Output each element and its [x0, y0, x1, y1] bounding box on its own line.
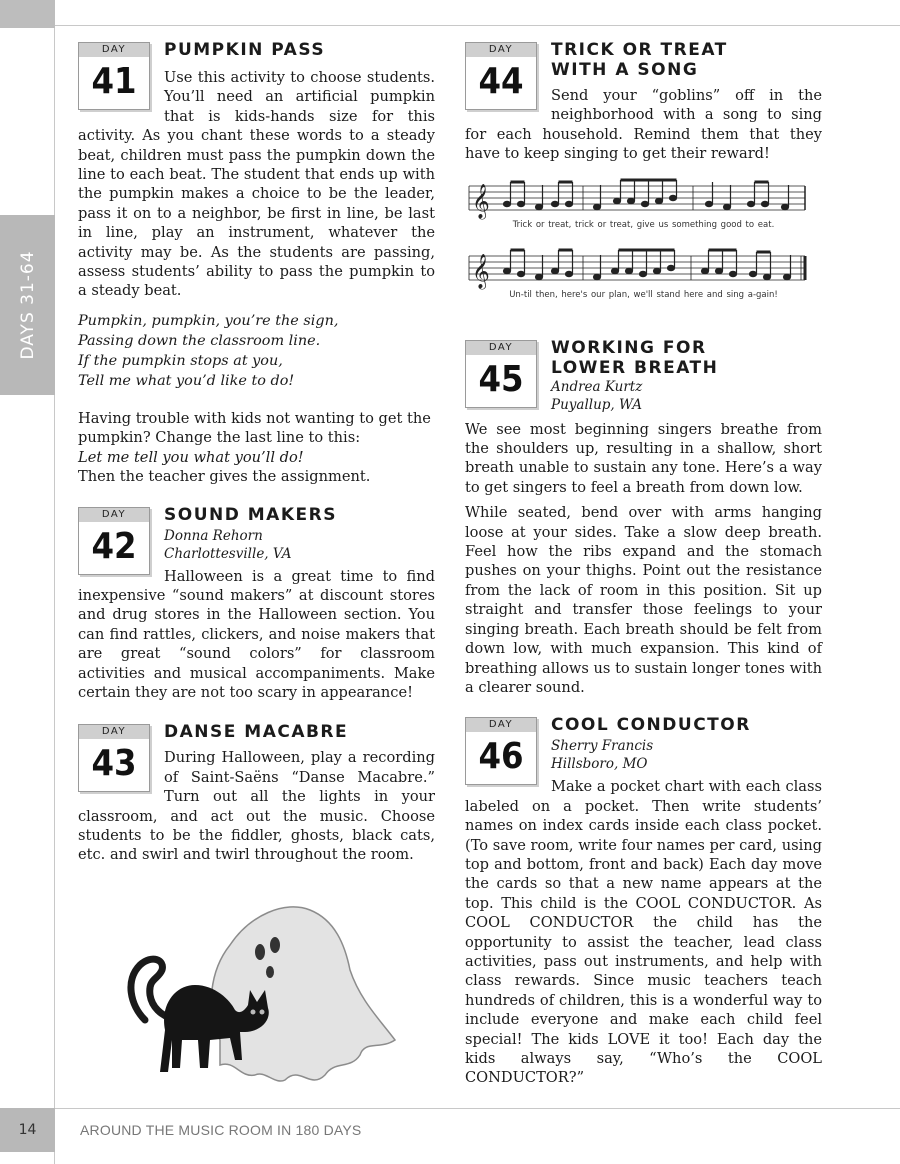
section-tab [0, 215, 55, 395]
author-location: Charlottesville, VA [164, 545, 292, 562]
lyrics-line-1: Trick or treat, trick or treat, give us something good to eat. [512, 219, 775, 230]
day-badge [78, 724, 150, 792]
page-footer [0, 1108, 900, 1164]
day-number: 42 [91, 525, 137, 567]
author-location: Hillsboro, MO [551, 756, 648, 773]
author-name: Donna Rehorn [164, 527, 263, 544]
tip-conclusion: Then the teacher gives the assignment. [78, 468, 371, 486]
treble-clef-icon: 𝄞 [472, 183, 490, 219]
music-staff-1 [465, 176, 822, 238]
treble-clef-icon: 𝄞 [472, 253, 490, 289]
day-number: 41 [91, 61, 137, 102]
day-badge [78, 42, 150, 110]
left-margin [0, 0, 55, 1164]
author-name: Andrea Kurtz [551, 378, 643, 395]
lyrics-line-2: Un-til then, here's our plan, we'll stand here and sing a-gain! [509, 289, 778, 300]
alternate-line: Let me tell you what you’ll do! [78, 448, 304, 466]
day-number: 46 [478, 736, 524, 778]
day-number: 43 [91, 743, 137, 785]
left-column [78, 36, 435, 865]
top-corner-block [0, 0, 55, 28]
entry-title-line-2: WITH A SONG [551, 60, 699, 80]
day-label: DAY [466, 341, 536, 355]
sheet-music [465, 176, 822, 308]
entry-day-45 [465, 338, 822, 698]
entry-body: Use this activity to choose students. You’ll need an artificial pumpkin that is kids-hands size for this activity. As you chant these words to a steady beat, children must pass the pumpkin down the line to each beat. The student that ends up with the pumpkin makes a choice to be the leader, pass it on to a neighbor, be first in line, be last in line, play an instrument, whatever the activity may be. As the students are passing, assess students’ ability to pass the pumpkin to a steady beat. [78, 69, 435, 300]
right-column [465, 36, 822, 1088]
entry-body: Halloween is a great time to find inexpensive “sound makers” at discount stores and drug stores in the Halloween section. You can find rattles, clickers, and noise makers that are great “sound colors” for classroom activities and musical accompaniments. Make certain they are not too scary in appearance! [78, 567, 435, 701]
day-number: 45 [478, 358, 524, 400]
author-name: Sherry Francis [551, 738, 654, 755]
chant-poem [78, 311, 435, 391]
day-label: DAY [79, 508, 149, 522]
day-label: DAY [79, 43, 149, 57]
entry-title: DANSE MACABRE [164, 722, 349, 743]
section-tab-label: DAYS 31-64 [17, 250, 38, 360]
day-badge [465, 42, 537, 110]
entry-body: Make a pocket chart with each class labeled on a pocket. Then write students’ names on index cards inside each class pocket. (To save room, write four names per card, using top and bottom, front and back) Each day move the cards so that a new name appears at the top. This child is the COOL CONDUCTOR. As COOL CONDUCTOR the child has the opportunity to assist the teacher, lead class activities, pass out instruments, and help with class rewards. Since music teachers teach hundreds of children, this is a wonderful way to include everyone and make each child feel special! The kids LOVE it too! Each day the kids always say, “Who’s the COOL CONDUCTOR?” [465, 778, 822, 1087]
entry-title: COOL CONDUCTOR [551, 715, 751, 736]
entry-day-46 [465, 715, 822, 1088]
poem-line: Tell me what you’d like to do! [78, 372, 295, 389]
footer-rule [55, 1108, 900, 1109]
day-badge [465, 340, 537, 408]
cat-ghost-illustration [110, 890, 400, 1090]
entry-day-44 [465, 40, 822, 308]
day-number: 44 [478, 61, 524, 102]
book-title: AROUND THE MUSIC ROOM IN 180 DAYS [80, 1122, 362, 1138]
poem-line: If the pumpkin stops at you, [78, 352, 283, 369]
day-label: DAY [79, 725, 149, 739]
entry-body-2: While seated, bend over with arms hanging loose at your sides. Take a slow deep breath. Feel how the ribs expand and the stomach pushes on your thighs. Point out the resistance from the lack of room in this position. Sit up straight and transfer those feelings to your singing breath. Each breath should be felt from down low, with much expansion. This kind of breathing allows us to sustain longer tones with a clearer sound. [465, 504, 822, 696]
entry-day-43 [78, 722, 435, 864]
staff-notation [465, 246, 822, 290]
entry-title-line-1: WORKING FOR [551, 337, 707, 358]
entry-body: We see most beginning singers breathe from the shoulders up, resulting in a shallow, short breath unable to sustain any tone. Here’s a way to get singers to feel a breath from down low. [465, 420, 822, 496]
entry-body: During Halloween, play a recording of Saint-Saëns “Danse Macabre.” Turn out all the lights in your classroom, and act out the music. Choose students to be the fiddler, ghosts, black cats, etc. and swirl and twirl throughout the room. [78, 749, 435, 864]
entry-day-42 [78, 505, 435, 703]
poem-line: Passing down the classroom line. [78, 332, 321, 349]
day-badge [465, 717, 537, 785]
staff-notation [465, 176, 822, 220]
page-number: 14 [18, 1122, 37, 1138]
poem-line: Pumpkin, pumpkin, you’re the sign, [78, 312, 339, 329]
entry-title: SOUND MAKERS [164, 504, 337, 525]
entry-body: Send your “goblins” off in the neighborhood with a song to sing for each household. Remind them that they have to keep singing to get their reward! [465, 87, 822, 163]
day-label: DAY [466, 43, 536, 57]
entry-title: PUMPKIN PASS [164, 40, 326, 60]
entry-title-line-2: LOWER BREATH [551, 357, 719, 378]
day-badge [78, 507, 150, 575]
top-rule [55, 25, 900, 26]
music-staff-2 [465, 246, 822, 308]
tip-text: Having trouble with kids not wanting to get the pumpkin? Change the last line to this: [78, 409, 431, 447]
entry-day-41 [78, 40, 435, 487]
entry-title-line-1: TRICK OR TREAT [551, 40, 728, 60]
author-location: Puyallup, WA [551, 396, 642, 413]
day-label: DAY [466, 718, 536, 732]
